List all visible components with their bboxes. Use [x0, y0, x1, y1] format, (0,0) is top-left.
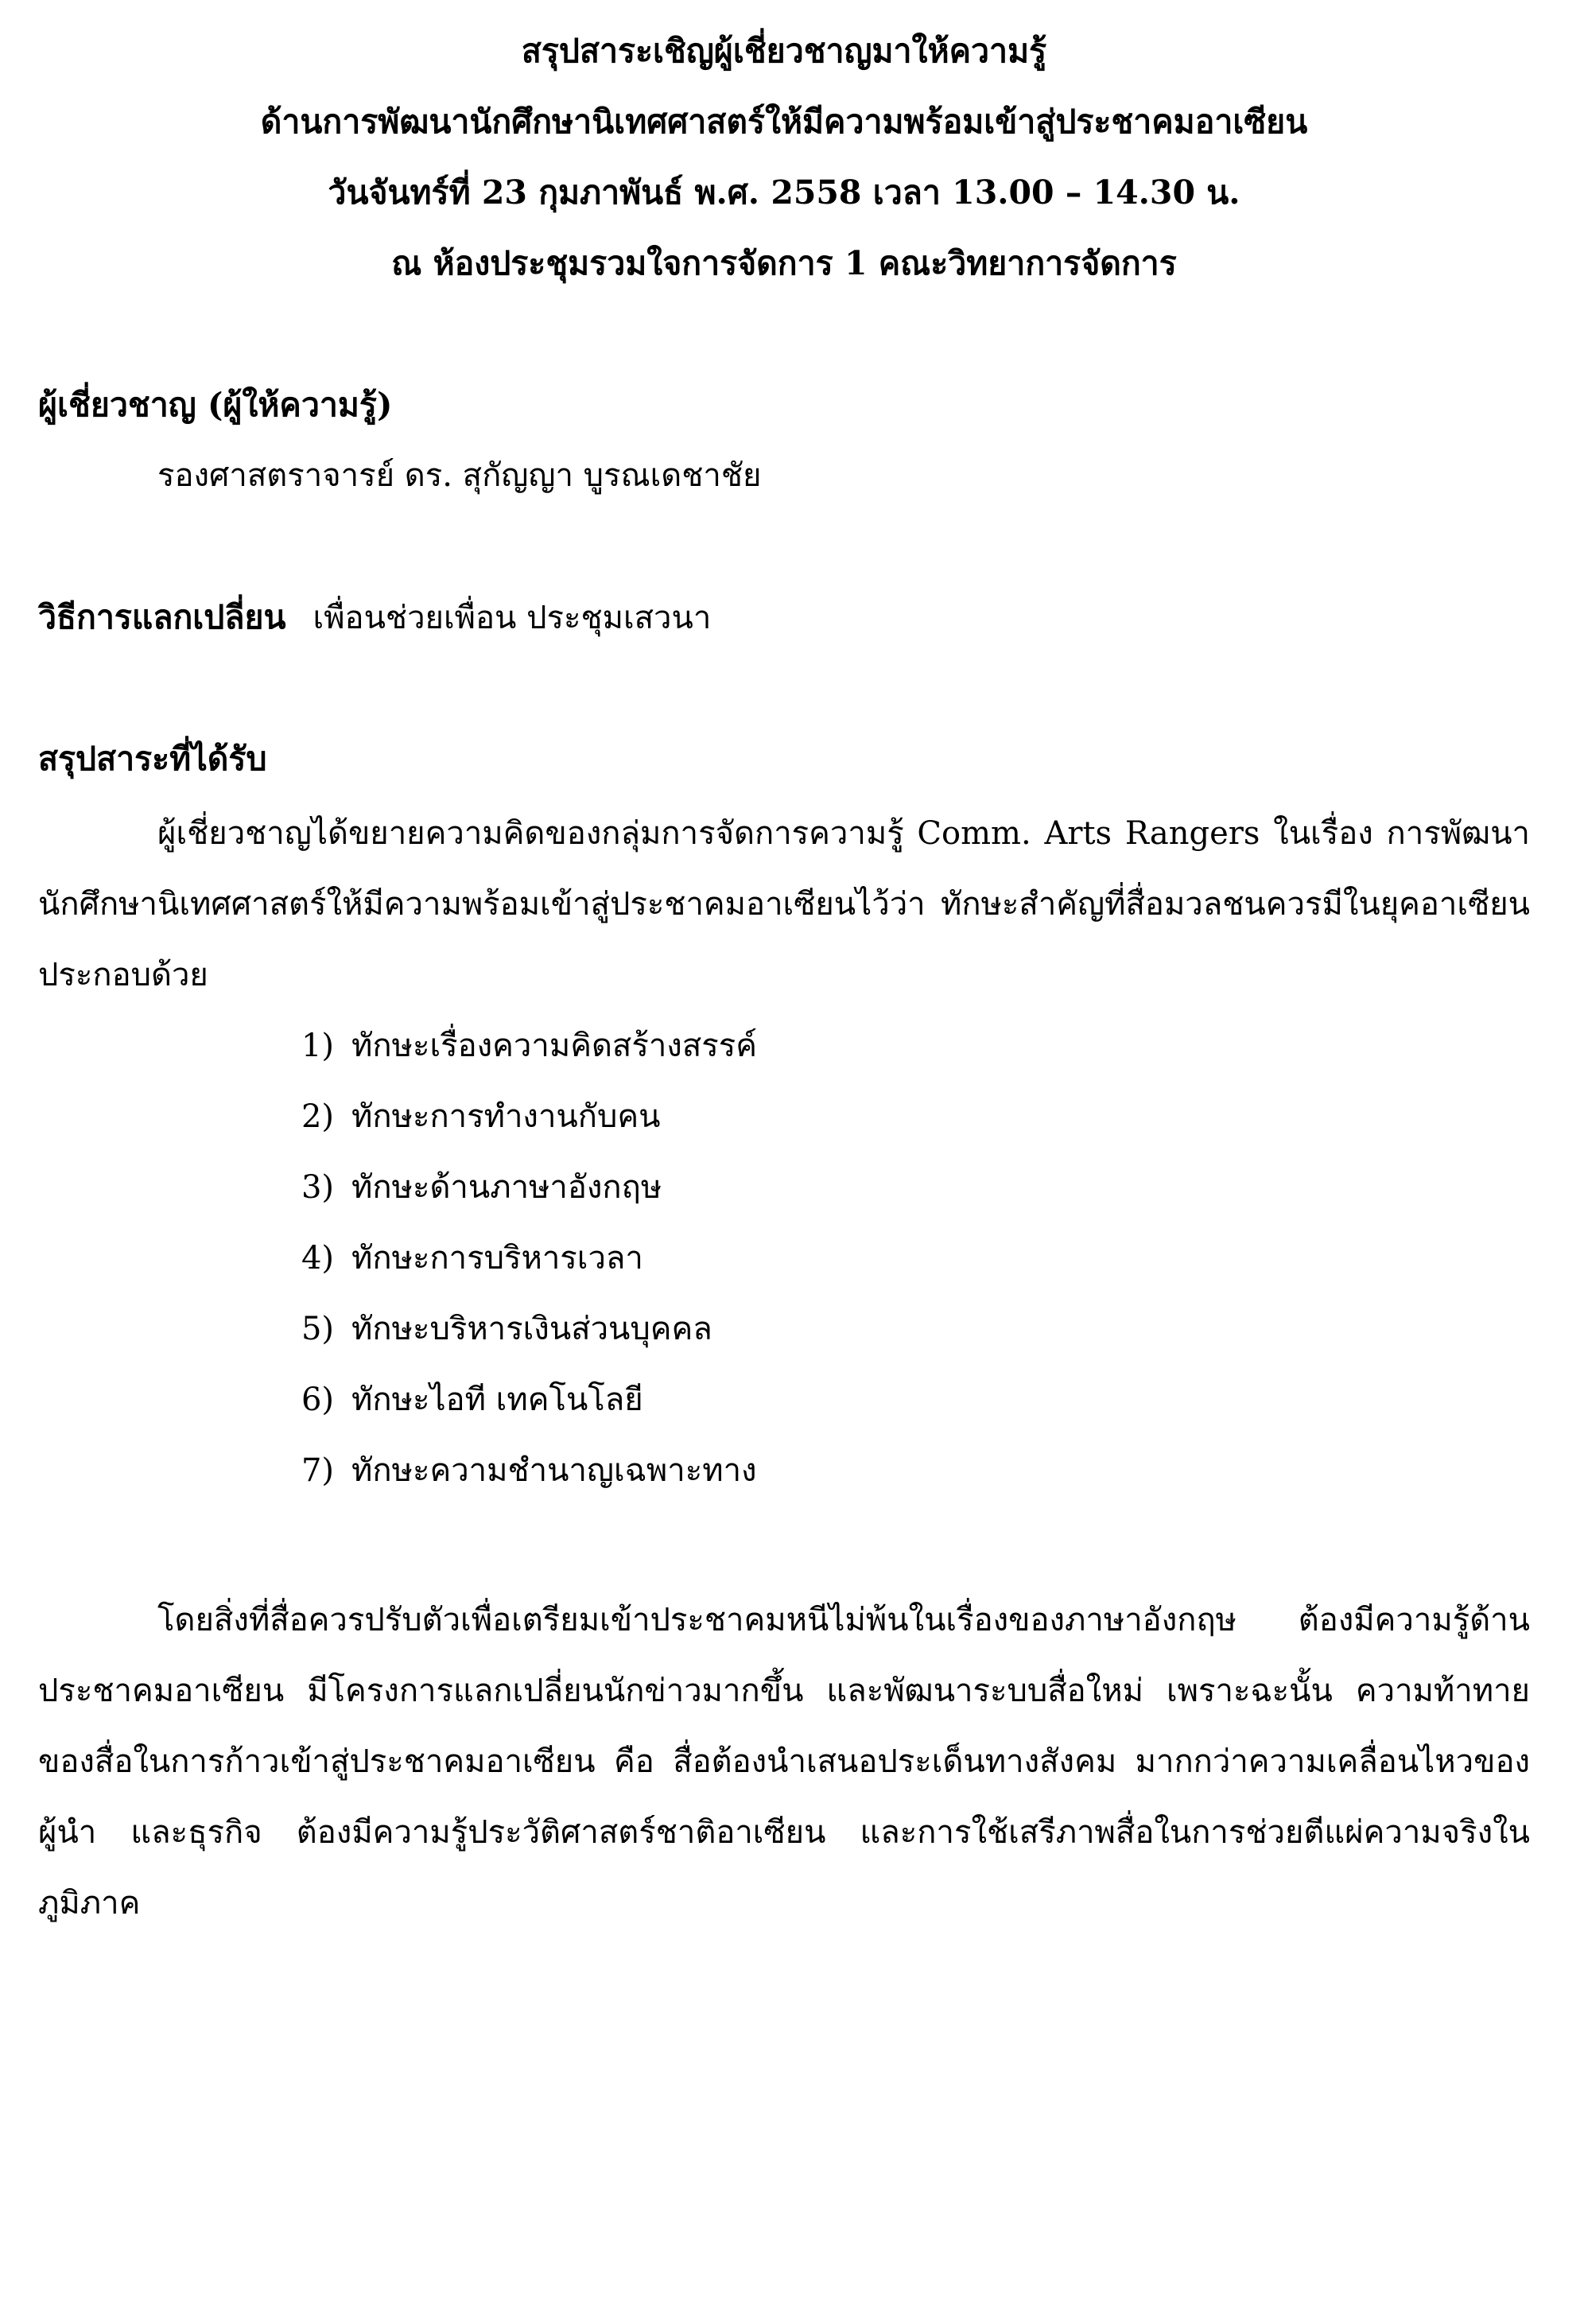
skills-list [277, 1024, 757, 1519]
document-subtitle: ด้านการพัฒนานักศึกษานิเทศศาสตร์ให้มีความพร้อมเข้าสู่ประชาคมอาเซียน [260, 103, 1308, 141]
list-item-text: ทักษะการทำงานกับคน [351, 1098, 661, 1135]
list-item-text: ทักษะการบริหารเวลา [351, 1240, 643, 1277]
exchange-method-value: เพื่อนช่วยเพื่อน ประชุมเสวนา [313, 600, 712, 636]
event-datetime: วันจันทร์ที่ 23 กุมภาพันธ์ พ.ศ. 2558 เวลา 13.00 – 14.30 น. [328, 173, 1240, 212]
list-item-text: ทักษะความชำนาญเฉพาะทาง [351, 1452, 757, 1489]
list-item-text: ทักษะไอที เทคโนโลยี [351, 1382, 643, 1418]
list-item-number: 2) [301, 1098, 334, 1135]
list-item [277, 1448, 757, 1519]
list-item-number: 7) [301, 1452, 334, 1489]
summary-heading: สรุปสาระที่ได้รับ [38, 740, 267, 778]
list-item [277, 1378, 757, 1448]
expert-name: รองศาสตราจารย์ ดร. สุกัญญา บูรณเดชาชัย [157, 457, 762, 494]
list-item [277, 1094, 757, 1165]
list-item-number: 1) [301, 1028, 334, 1064]
list-item-number: 3) [301, 1169, 334, 1206]
list-item [277, 1165, 757, 1236]
summary-intro-paragraph: ผู้เชี่ยวชาญได้ขยายความคิดของกลุ่มการจัดการความรู้ Comm. Arts Rangers ในเรื่อง การพัฒนานักศึกษานิเทศศาสตร์ให้มีความพร้อมเข้าสู่ประชาคมอาเซียนไว้ว่า ทักษะสำคัญที่สื่อมวลชนควรมีในยุคอาเซียน ประกอบด้วย [38, 815, 1530, 993]
expert-heading: ผู้เชี่ยวชาญ (ผู้ให้ความรู้) [38, 386, 393, 424]
document-title: สรุปสาระเชิญผู้เชี่ยวชาญมาให้ความรู้ [521, 32, 1047, 70]
list-item-number: 6) [301, 1382, 334, 1418]
event-venue: ณ ห้องประชุมรวมใจการจัดการ 1 คณะวิทยาการจัดการ [391, 244, 1177, 282]
list-item [277, 1307, 757, 1378]
exchange-method [38, 595, 711, 640]
list-item-number: 4) [301, 1240, 334, 1277]
document-page [38, 0, 1530, 2324]
list-item-text: ทักษะบริหารเงินส่วนบุคคล [351, 1311, 712, 1347]
list-item-text: ทักษะด้านภาษาอังกฤษ [351, 1169, 662, 1206]
list-item [277, 1024, 757, 1094]
list-item-text: ทักษะเรื่องความคิดสร้างสรรค์ [351, 1028, 757, 1064]
list-item [277, 1236, 757, 1307]
summary-conclusion-paragraph: โดยสิ่งที่สื่อควรปรับตัวเพื่อเตรียมเข้าประชาคมหนีไม่พ้นในเรื่องของภาษาอังกฤษ ต้องมีความรู้ด้านประชาคมอาเซียน มีโครงการแลกเปลี่ยนนักข่าวมากขึ้น และพัฒนาระบบสื่อใหม่ เพราะฉะนั้น ความท้าทายของสื่อในการก้าวเข้าสู่ประชาคมอาเซียน คือ สื่อต้องนำเสนอประเด็นทางสังคม มากกว่าความเคลื่อนไหวของผู้นำ และธุรกิจ ต้องมีความรู้ประวัติศาสตร์ชาติอาเซียน และการใช้เสรีภาพสื่อในการช่วยตีแผ่ความจริงในภูมิภาค [38, 1602, 1530, 1922]
exchange-method-label: วิธีการแลกเปลี่ยน [38, 598, 286, 636]
list-item-number: 5) [301, 1311, 334, 1347]
